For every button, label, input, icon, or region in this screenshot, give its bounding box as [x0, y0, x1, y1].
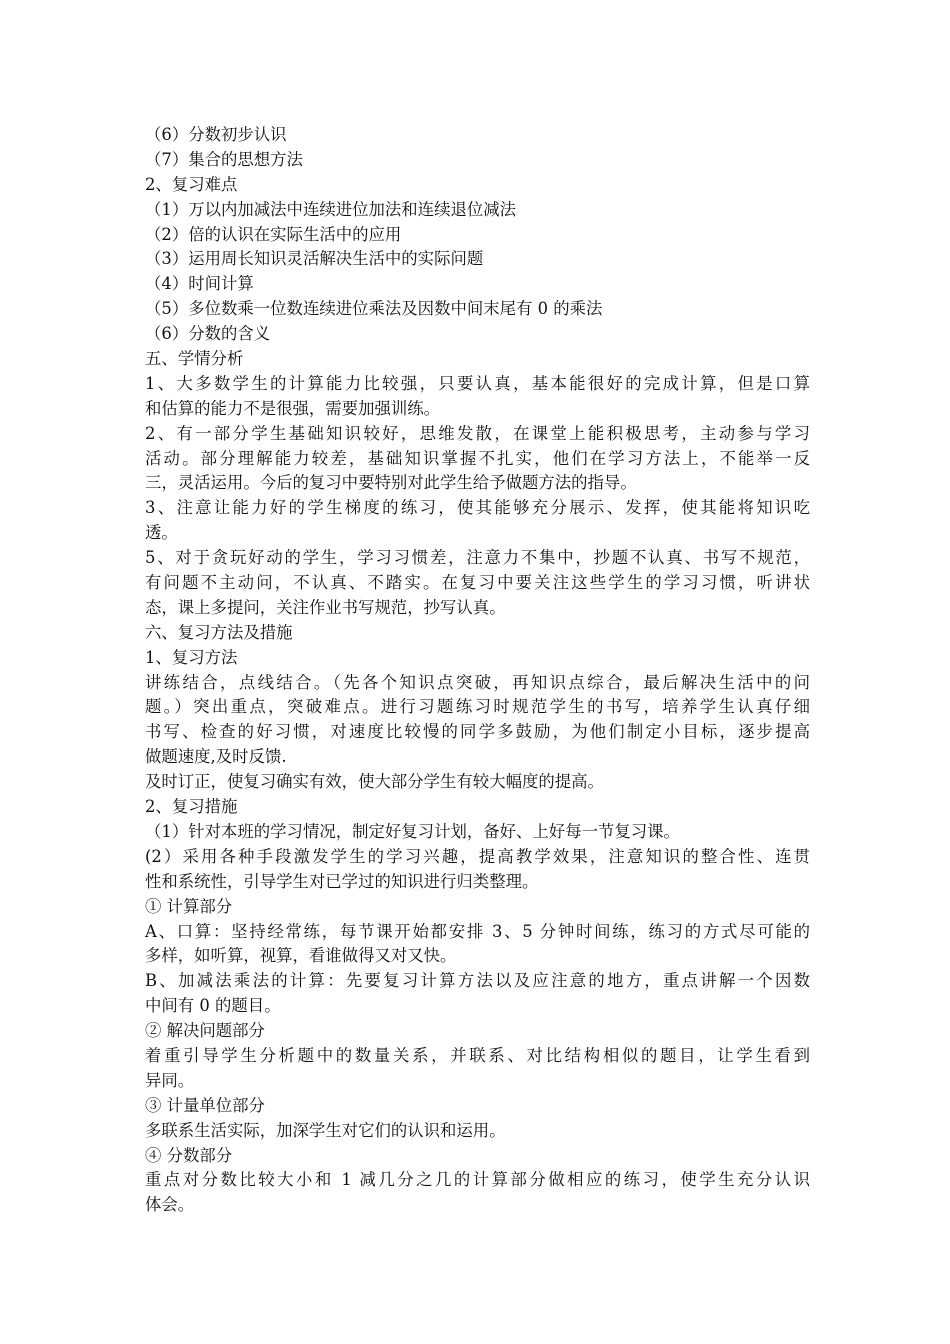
text-line: ① 计算部分: [145, 896, 233, 916]
text-line: 重点对分数比较大小和 1 减几分之几的计算部分做相应的练习，使学生充分认识: [145, 1170, 810, 1190]
text-line: （1）针对本班的学习情况，制定好复习计划，备好、上好每一节复习课。: [145, 821, 680, 841]
text-line: 体会。: [145, 1195, 195, 1215]
text-line: 态，课上多提问，关注作业书写规范，抄写认真。: [145, 597, 506, 617]
text-line: 活动。部分理解能力较差，基础知识掌握不扎实，他们在学习方法上，不能举一反: [145, 448, 810, 468]
text-line: 2、复习难点: [145, 174, 238, 194]
text-line: （5）多位数乘一位数连续进位乘法及因数中间末尾有 0 的乘法: [145, 299, 603, 319]
text-line: 性和系统性，引导学生对已学过的知识进行归类整理。: [145, 871, 539, 891]
text-line: 五、学情分析: [145, 349, 244, 369]
text-line: 着重引导学生分析题中的数量关系，并联系、对比结构相似的题目，让学生看到: [145, 1045, 810, 1065]
text-line: 讲练结合，点线结合。（先各个知识点突破，再知识点综合，最后解决生活中的问: [145, 672, 810, 692]
text-line: 5、对于贪玩好动的学生，学习习惯差，注意力不集中，抄题不认真、书写不规范，: [145, 548, 810, 568]
text-line: 书写、检查的好习惯，对速度比较慢的同学多鼓励，为他们制定小目标，逐步提高: [145, 722, 810, 742]
text-line: （1）万以内加减法中连续进位加法和连续退位减法: [145, 199, 517, 219]
text-line: （4）时间计算: [145, 274, 254, 294]
text-line: ③ 计量单位部分: [145, 1095, 265, 1115]
text-line: 3、注意让能力好的学生梯度的练习，使其能够充分展示、发挥，使其能将知识吃: [145, 498, 810, 518]
text-line: 1、复习方法: [145, 647, 238, 667]
text-line: 异同。: [145, 1070, 195, 1090]
text-line: 1、大多数学生的计算能力比较强，只要认真，基本能很好的完成计算，但是口算: [145, 373, 810, 393]
document-page: [145, 123, 810, 1218]
text-line: （3）运用周长知识灵活解决生活中的实际问题: [145, 249, 484, 269]
text-line: 透。: [145, 523, 178, 543]
text-line: （7）集合的思想方法: [145, 149, 303, 169]
text-line: 多联系生活实际，加深学生对它们的认识和运用。: [145, 1120, 506, 1140]
text-line: B、加减法乘法的计算：先要复习计算方法以及应注意的地方，重点讲解一个因数: [145, 971, 810, 991]
text-line: 和估算的能力不是很强，需要加强训练。: [145, 398, 441, 418]
text-line: A、口算：坚持经常练，每节课开始都安排 3、5 分钟时间练，练习的方式尽可能的: [145, 921, 810, 941]
text-line: ④ 分数部分: [145, 1145, 233, 1165]
text-line: 六、复习方法及措施: [145, 622, 293, 642]
text-line: 三，灵活运用。今后的复习中要特别对此学生给予做题方法的指导。: [145, 473, 637, 493]
text-line: （2）倍的认识在实际生活中的应用: [145, 224, 402, 244]
text-line: 2、有一部分学生基础知识较好，思维发散，在课堂上能积极思考，主动参与学习: [145, 423, 810, 443]
text-line: （6）分数的含义: [145, 324, 271, 344]
text-line: 中间有 0 的题目。: [145, 996, 281, 1016]
text-line: ② 解决问题部分: [145, 1021, 265, 1041]
text-line: 及时订正，使复习确实有效，使大部分学生有较大幅度的提高。: [145, 772, 604, 792]
text-line: (2）采用各种手段激发学生的学习兴趣，提高教学效果，注意知识的整合性、连贯: [145, 846, 810, 866]
text-line: （6）分数初步认识: [145, 125, 287, 144]
text-line: 题。）突出重点，突破难点。进行习题练习时规范学生的书写，培养学生认真仔细: [145, 697, 810, 717]
text-line: 做题速度,及时反馈.: [145, 747, 287, 767]
text-line: 多样，如听算，视算，看谁做得又对又快。: [145, 946, 457, 966]
text-line: 有问题不主动问，不认真、不踏实。在复习中要关注这些学生的学习习惯，听讲状: [145, 573, 810, 593]
text-line: 2、复习措施: [145, 797, 238, 817]
